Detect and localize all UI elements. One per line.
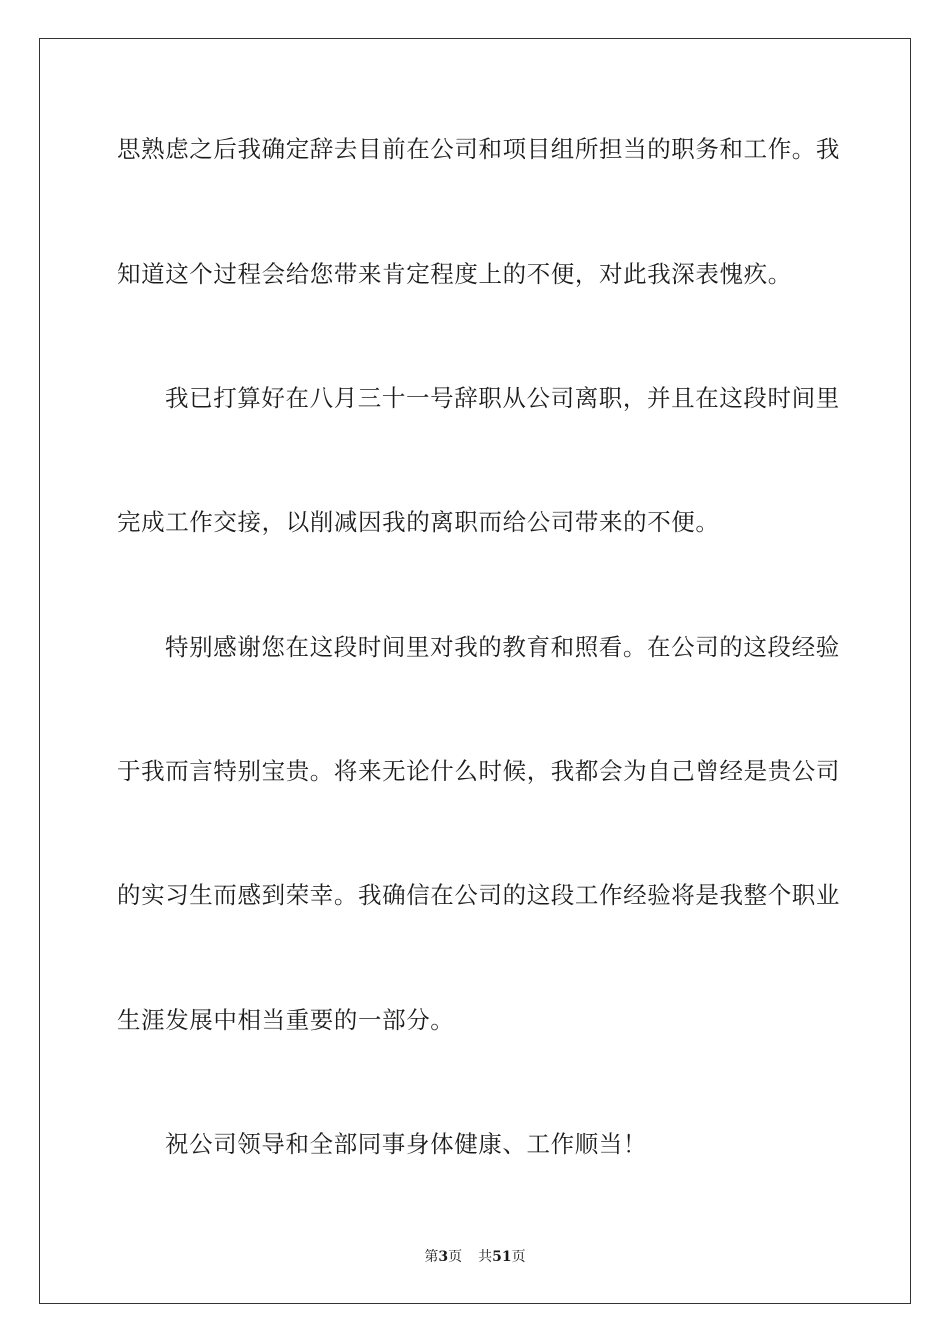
total-pages: 51	[492, 1249, 512, 1265]
body-text-line: 完成工作交接，以削减因我的离职而给公司带来的不便。	[117, 508, 720, 536]
body-text-line: 于我而言特别宝贵。将来无论什么时候，我都会为自己曾经是贵公司	[117, 757, 840, 785]
paragraph-first-line: 特别感谢您在这段时间里对我的教育和照看。在公司的这段经验	[165, 633, 840, 661]
page-footer	[0, 1247, 950, 1267]
page-prefix: 第	[424, 1249, 439, 1265]
page-number: 3	[438, 1249, 449, 1265]
body-text-line: 生涯发展中相当重要的一部分。	[117, 1006, 455, 1034]
paragraph-first-line: 我已打算好在八月三十一号辞职从公司离职，并且在这段时间里	[165, 384, 840, 412]
paragraph-first-line: 祝公司领导和全部同事身体健康、工作顺当！	[165, 1130, 647, 1158]
body-text-line: 的实习生而感到荣幸。我确信在公司的这段工作经验将是我整个职业	[117, 881, 840, 909]
page-suffix: 页	[448, 1249, 463, 1265]
body-text-line: 思熟虑之后我确定辞去目前在公司和项目组所担当的职务和工作。我	[117, 135, 840, 163]
page-border	[39, 38, 911, 1304]
body-text-line: 知道这个过程会给您带来肯定程度上的不便，对此我深表愧疚。	[117, 260, 792, 288]
total-suffix: 页	[511, 1249, 526, 1265]
total-prefix: 共	[478, 1249, 493, 1265]
